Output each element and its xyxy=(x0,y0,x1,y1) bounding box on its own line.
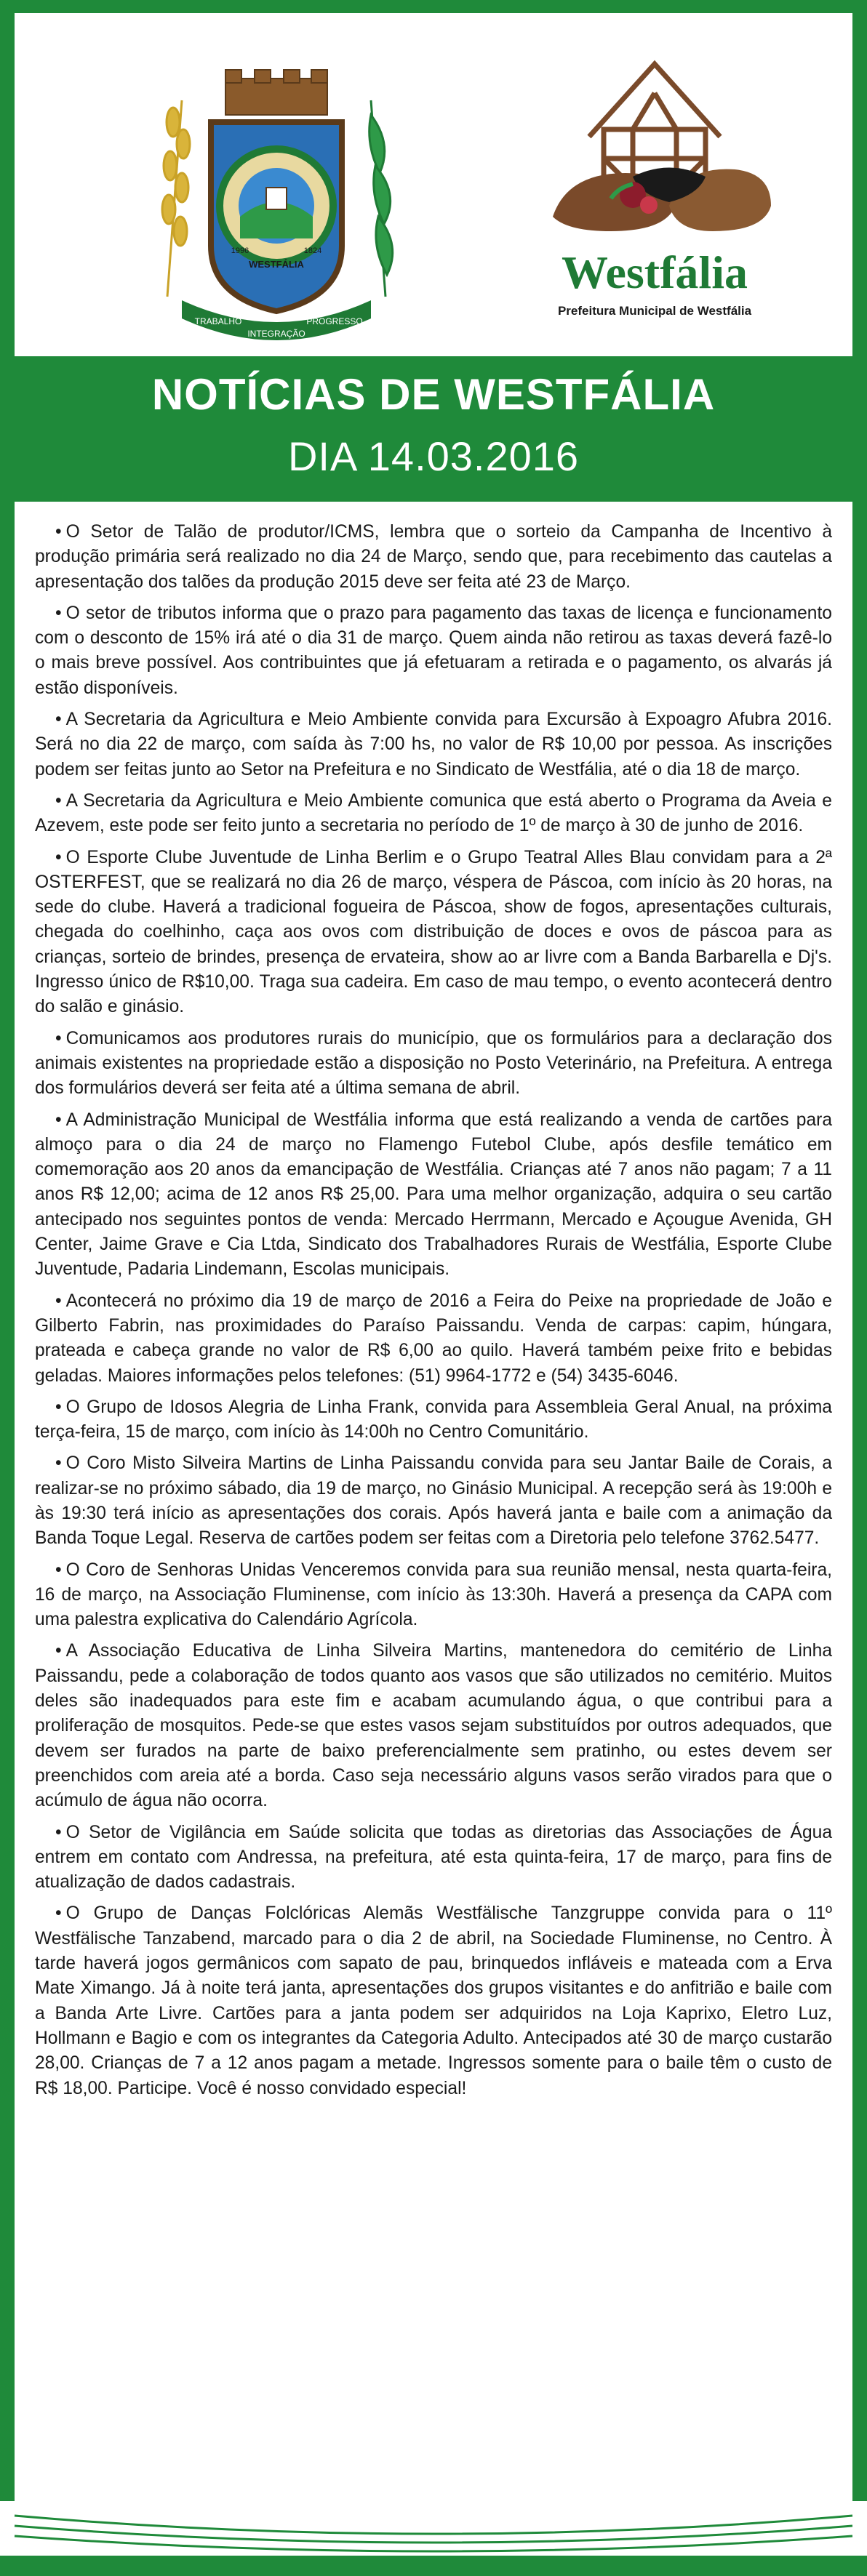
news-text: O Coro Misto Silveira Martins de Linha Paissandu convida para seu Jantar Baile de Corais, a realizar-se no próximo sábado, dia 19 de março, no Ginásio Municipal. A recepção será às 19:00h e às 19:30 terá início as apresentações dos corais. Após haverá janta e baile com a animação da Banda Toque Legal. Reserva de cartões podem ser feitas com a Diretoria pelo telefone 3762.5477. xyxy=(35,1453,832,1549)
westfalia-logo xyxy=(524,49,786,340)
bullet-icon: • xyxy=(55,1110,62,1130)
municipal-crest-logo xyxy=(138,57,415,348)
footer-swoosh-decoration xyxy=(0,2501,867,2559)
news-text: A Associação Educativa de Linha Silveira Martins, mantenedora do cemitério de Linha Paissandu, pede a colaboração de todos quanto aos vasos que são utilizados no cemitério. Muitos deles são inadequados para este fim e acabam acumulando água, o que contribui para a proliferação de mosquitos. Pede-se que estes vasos sejam substituídos por outros adequados, que devem ser furados na parte de baixo preferencialmente sem pratinho, ou estes devem ser preenchidos com areia até a borda. Caso seja necessário alguns vasos serão virados para que o acúmulo de água não ocorra. xyxy=(35,1641,832,1811)
bullet-icon: • xyxy=(55,1903,62,1924)
page-date: DIA 14.03.2016 xyxy=(287,433,580,479)
bullet-icon: • xyxy=(55,1291,62,1311)
news-item xyxy=(35,1108,832,1283)
news-text: A Secretaria da Agricultura e Meio Ambiente convida para Excursão à Expoagro Afubra 2016. Será no dia 22 de março, com saída às 7:00 hs, no valor de R$ 10,00 por pessoa. As inscrições podem ser feitas junto ao Setor na Prefeitura e no Sindicato de Westfália, até o dia 18 de março. xyxy=(35,710,832,779)
news-list xyxy=(35,520,832,2108)
bullet-icon: • xyxy=(55,1822,62,1842)
news-text: O Esporte Clube Juventude de Linha Berlim e o Grupo Teatral Alles Blau convidam para a 2ª OSTERFEST, que se realizará no dia 26 de março, véspera de Páscoa, com início às 20 horas, na sede do clube. Haverá a tradicional fogueira de Páscoa, show de fogos, apresentações culturais, chegada do coelhinho, caça aos ovos com distribuição de doces e ovos de páscoa para as crianças, sorteio de brindes, presença de ervateira, show ao ar livre com a Banda Barbarella e Dj's. Ingresso único de R$10,00. Traga sua cadeira. Em caso de mau tempo, o evento acontecerá dentro do salão e ginásio. xyxy=(35,847,832,1017)
page-title: NOTÍCIAS DE WESTFÁLIA xyxy=(151,370,716,419)
logo-subtitle: Prefeitura Municipal de Westfália xyxy=(557,304,752,318)
bullet-icon: • xyxy=(55,1641,62,1661)
news-text: Comunicamos aos produtores rurais do município, que os formulários para a declaração dos animais existentes na propriedade estão a disposição no Posto Veterinário, na Prefeitura. A entrega dos formulários deverá ser feita até a última semana de abril. xyxy=(35,1028,832,1099)
news-text: O Setor de Vigilância em Saúde solicita que todas as diretorias das Associações de Água entrem em contato com Andressa, na prefeitura, até esta quinta-feira, 17 de março, para fins de atualização de dados cadastrais. xyxy=(35,1822,832,1893)
news-item xyxy=(35,601,832,701)
news-item xyxy=(35,789,832,839)
news-item xyxy=(35,1451,832,1551)
logo-name: Westfália xyxy=(562,246,748,298)
news-text: O Coro de Senhoras Unidas Venceremos convida para sua reunião mensal, nesta quarta-feira, 16 de março, na Associação Fluminense, com início às 13:30h. Haverá a presença da CAPA com uma palestra explicativa do Calendário Agrícola. xyxy=(35,1560,832,1630)
news-text: Acontecerá no próximo dia 19 de março de 2016 a Feira do Peixe na propriedade de João e Gilberto Fabrin, nas proximidades do Paraíso Paissandu. Venda de carpas: capim, húngara, prateada e cabeça grande no valor de R$ 6,00 ao quilo. Haverá também peixe frito e bebidas geladas. Maiores informações pelos telefones: (51) 9964-1772 e (54) 3435-6046. xyxy=(35,1291,832,1386)
bullet-icon: • xyxy=(55,1453,62,1474)
crest-motto-right: PROGRESSO xyxy=(306,316,363,326)
bullet-icon: • xyxy=(55,1397,62,1417)
timber-house-clogs-icon xyxy=(524,49,786,246)
news-item xyxy=(35,1821,832,1895)
crest-motto-left: TRABALHO xyxy=(194,316,242,326)
news-item xyxy=(35,1289,832,1389)
news-item xyxy=(35,1558,832,1633)
crest-motto-mid: INTEGRAÇÃO xyxy=(247,329,305,339)
crest-year-right: 1824 xyxy=(303,246,322,255)
news-text: A Administração Municipal de Westfália informa que está realizando a venda de cartões para almoço para o dia 24 de março no Flamengo Futebol Clube, após desfile temático em comemoração aos 20 anos da emancipação de Westfália. Crianças até 7 anos não pagam; 7 a 11 anos R$ 12,00; acima de 12 anos R$ 25,00. Para uma melhor organização, adquira o seu cartão antecipado nos seguintes pontos de venda: Mercado Herrmann, Mercado e Açougue Avenida, GH Center, Jaime Grave e Cia Ltda, Sindicato dos Trabalhadores Rurais de Westfália, Esporte Clube Juventude, Padaria Lindemann, Escolas municipais. xyxy=(35,1110,832,1280)
news-item xyxy=(35,707,832,782)
news-item xyxy=(35,846,832,1020)
news-item xyxy=(35,1901,832,2100)
bottom-green-border xyxy=(0,2556,867,2576)
news-text: O Setor de Talão de produtor/ICMS, lembra que o sorteio da Campanha de Incentivo à produção primária será realizado no dia 24 de Março, sendo que, para recebimento das cautelas a apresentação dos talões da produção 2015 deve ser feita até 23 de Março. xyxy=(35,522,832,592)
news-text: O setor de tributos informa que o prazo para pagamento das taxas de licença e funcionamento com o desconto de 15% irá até o dia 31 de março. Quem ainda não retirou as taxas deverá fazê-lo o mais breve possível. Aos contribuintes que já efetuaram a retirada e o pagamento, os alvarás já estão disponíveis. xyxy=(35,603,832,698)
crest-name: WESTFÁLIA xyxy=(249,259,304,270)
bullet-icon: • xyxy=(55,710,62,730)
header-logos xyxy=(15,13,852,356)
bullet-icon: • xyxy=(55,1560,62,1580)
bullet-icon: • xyxy=(55,790,62,811)
top-green-border xyxy=(0,0,867,13)
news-item xyxy=(35,1639,832,1813)
news-text: O Grupo de Danças Folclóricas Alemãs Westfälische Tanzgruppe convida para o 11º Westfälische Tanzabend, marcado para o dia 2 de abril, na Sociedade Fluminense, no Centro. À tarde haverá jogos germânicos com sapato de pau, brinquedos infláveis e mateada com a Erva Mate Ximango. Já à noite terá janta, apresentações dos grupos visitantes e do anfitrião e baile com a Banda Arte Livre. Cartões para a janta podem ser adquiridos na Loja Kaprixo, Eletro Luz, Hollmann e Bagio e com os integrantes da Categoria Adulto. Antecipados até 30 de março custarão 28,00. Crianças de 7 a 12 anos pagam a metade. Ingressos somente para o baile têm o custo de R$ 18,00. Participe. Você é nosso convidado especial! xyxy=(35,1903,832,2098)
bullet-icon: • xyxy=(55,522,62,542)
news-text: A Secretaria da Agricultura e Meio Ambiente comunica que está aberto o Programa da Aveia e Azevem, este pode ser feito junto a secretaria no período de 1º de março à 30 de junho de 2016. xyxy=(35,790,832,836)
bullet-icon: • xyxy=(55,603,62,623)
news-item xyxy=(35,1395,832,1445)
crest-year-left: 1996 xyxy=(231,246,249,255)
news-text: O Grupo de Idosos Alegria de Linha Frank, convida para Assembleia Geral Anual, na próxima terça-feira, 15 de março, com início às 14:00h no Centro Comunitário. xyxy=(35,1397,832,1443)
bullet-icon: • xyxy=(55,847,62,867)
news-item xyxy=(35,520,832,595)
news-item xyxy=(35,1027,832,1102)
bullet-icon: • xyxy=(55,1028,62,1048)
